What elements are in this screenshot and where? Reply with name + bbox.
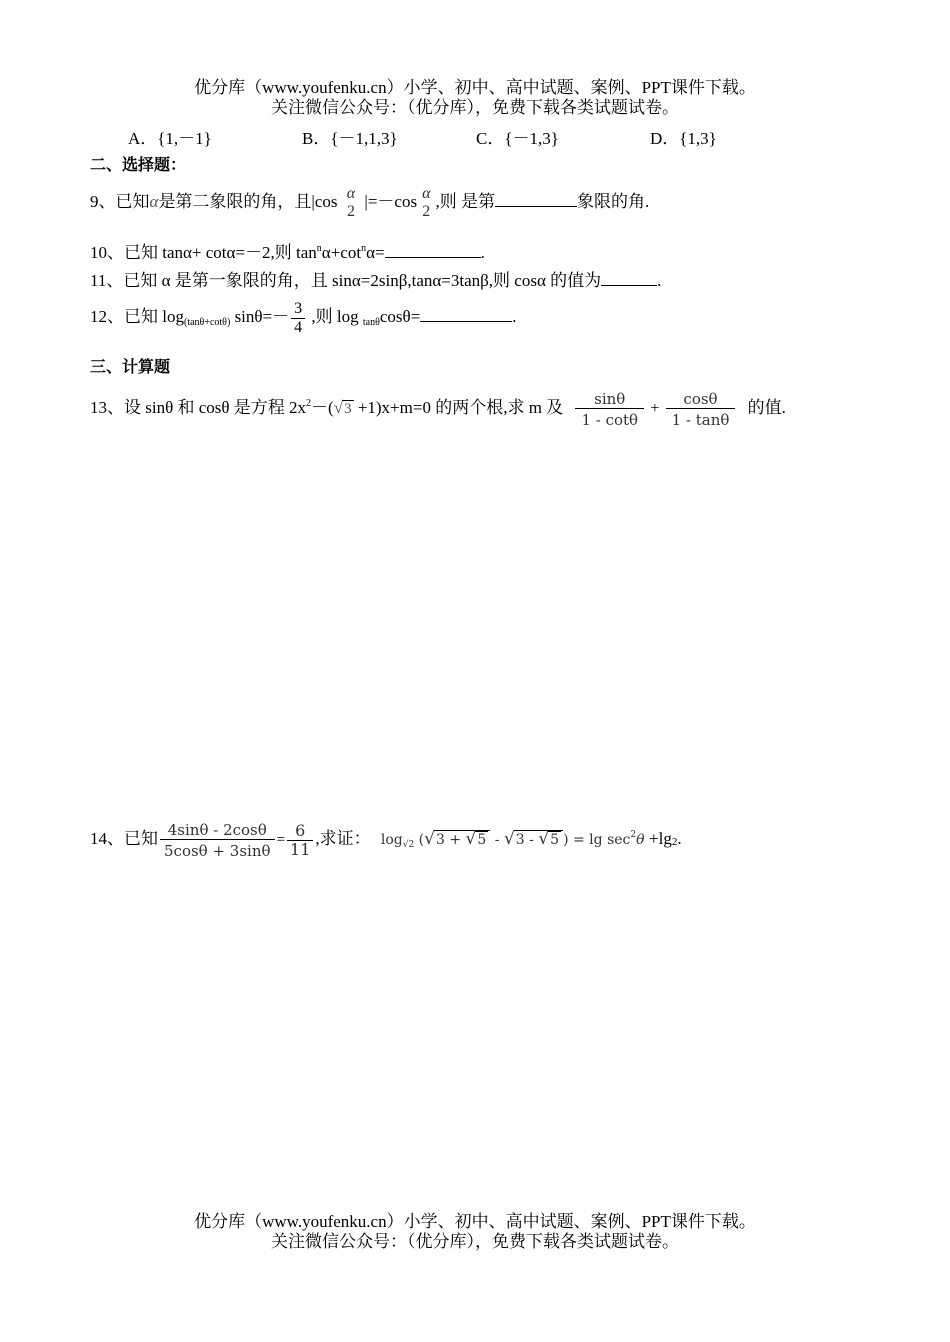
q14-ratio — [287, 822, 313, 859]
q14-log: log — [380, 832, 403, 848]
q14-radical-2: √ — [503, 829, 515, 849]
question-12 — [90, 294, 517, 346]
q9-frac1-den: 2 — [346, 203, 355, 221]
q14-sub-2: 2 — [671, 836, 678, 848]
q14-open: ( — [418, 832, 425, 848]
q10-end: . — [480, 243, 485, 262]
option-c: C．{－1,3} — [476, 129, 559, 148]
q14-r1b: 5 — [477, 832, 487, 848]
q13-suffix: 的值. — [747, 398, 786, 417]
q13-f1-num: sinθ — [594, 389, 626, 408]
q9-suffix-a: ,则 是第 — [435, 192, 495, 211]
q13-fraction-1 — [575, 390, 644, 429]
q9-alpha: α — [149, 192, 159, 211]
q14-sec-exp: 2 — [630, 830, 637, 840]
section-2-title: 二、选择题： — [90, 155, 187, 174]
q14-ratio-num: 6 — [295, 820, 306, 840]
question-9 — [90, 180, 649, 224]
q13-fraction-2 — [666, 390, 736, 429]
q14-ratio-den: 11 — [287, 840, 313, 859]
q13-radical-sign: √ — [333, 398, 344, 417]
q14-prefix: 14、已知 — [90, 829, 158, 848]
footer-line-2: 关注微信公众号：（优分库），免费下载各类试题试卷。 — [271, 1232, 679, 1251]
q13-mid: －( — [311, 398, 334, 417]
q12-answer-blank[interactable] — [420, 307, 512, 322]
q13-f1-den: 1 - cotθ — [575, 408, 644, 429]
option-d: D．{1,3} — [650, 129, 717, 148]
q9-frac1-num: α — [346, 185, 356, 203]
footer-line-1: 优分库（www.youfenku.cn）小学、初中、高中试题、案例、PPT课件下载。 — [194, 1212, 756, 1231]
q10-answer-blank[interactable] — [385, 243, 481, 258]
q13-mid-2: +1)x+m=0 的两个根,求 m 及 — [357, 398, 564, 417]
q9-mid: 是第二象限的角，且|cos — [158, 192, 338, 211]
q12-log-base: (tanθ+cotθ) — [183, 317, 231, 328]
header-line-2: 关注微信公众号：（优分库），免费下载各类试题试卷。 — [271, 98, 679, 117]
q14-mid: ,求证： — [315, 829, 371, 848]
q14-radical-2b: √ — [538, 829, 550, 849]
q14-identity — [380, 829, 649, 850]
q9-fraction-2 — [419, 185, 433, 221]
q9-eq: |=－cos — [364, 192, 418, 211]
q10-suffix: α= — [366, 243, 385, 262]
q14-r2b: 5 — [550, 832, 560, 848]
q14-close: ) = lg sec — [563, 832, 631, 848]
q13-plus: + — [650, 400, 660, 417]
q10-prefix: 10、已知 tanα+ cotα=－2,则 tan — [90, 243, 317, 262]
q14-r2: 3 - — [515, 832, 539, 848]
q12-frac-den: 4 — [291, 318, 305, 337]
q12-fraction — [291, 300, 305, 337]
q11-text: 11、已知 α 是第一象限的角，且 sinα=2sinβ,tanα=3tanβ,则 cosα 的值为 — [90, 271, 602, 290]
q13-f2-den: 1 - tanθ — [666, 408, 736, 429]
q14-log-base: √2 — [402, 840, 415, 850]
q14-frac-num: 4sinθ - 2cosθ — [167, 820, 267, 839]
q9-frac2-num: α — [422, 185, 431, 203]
q14-frac-den: 5cosθ + 3sinθ — [160, 839, 275, 860]
question-10 — [90, 238, 485, 263]
q12-prefix: 12、已知 log — [90, 307, 184, 326]
q14-minus: - — [490, 832, 504, 848]
q11-answer-blank[interactable] — [601, 271, 657, 286]
q14-radicand-1 — [434, 830, 490, 848]
option-b: B．{－1,1,3} — [302, 129, 398, 148]
q12-frac-num: 3 — [294, 299, 303, 317]
q14-r1: 3 + — [435, 832, 466, 848]
q12-mid: sinθ=－ — [234, 307, 290, 326]
q14-theta: θ — [636, 832, 645, 848]
q10-exp-2: n — [361, 243, 367, 254]
q14-radical-1: √ — [424, 829, 435, 849]
option-a: A．{1,－1} — [128, 129, 212, 148]
q9-answer-blank[interactable] — [495, 192, 577, 207]
q14-radical-1b: √ — [465, 829, 477, 849]
q12-end: . — [512, 307, 517, 326]
q12-suffix: ,则 log — [311, 307, 359, 326]
q14-end: . — [677, 829, 682, 848]
q9-suffix-b: 象限的角. — [576, 192, 650, 211]
q9-prefix: 9、已知 — [90, 192, 150, 211]
q14-fraction — [160, 821, 275, 860]
q10-exp-1: n — [316, 243, 322, 254]
q10-mid: α+cot — [321, 243, 362, 262]
q14-suffix: +lg — [649, 829, 672, 848]
q13-square: 2 — [306, 398, 312, 409]
q9-frac2-den: 2 — [422, 203, 431, 221]
q12-log-base-2: tanθ — [362, 317, 380, 328]
q13-f2-num: cosθ — [683, 389, 718, 408]
q14-eq: = — [276, 832, 286, 848]
question-11 — [90, 266, 661, 291]
q13-radicand: 3 — [344, 401, 352, 417]
question-14 — [90, 810, 682, 870]
question-13 — [90, 380, 786, 433]
q11-end: . — [657, 271, 662, 290]
section-3-title: 三、计算题 — [90, 357, 171, 376]
q9-fraction-1 — [344, 185, 358, 221]
header-line-1: 优分库（www.youfenku.cn）小学、初中、高中试题、案例、PPT课件下载。 — [194, 78, 756, 97]
q12-suffix-2: cosθ= — [379, 307, 421, 326]
q14-radicand-2 — [514, 830, 563, 848]
q13-prefix: 13、设 sinθ 和 cosθ 是方程 2x — [90, 398, 307, 417]
